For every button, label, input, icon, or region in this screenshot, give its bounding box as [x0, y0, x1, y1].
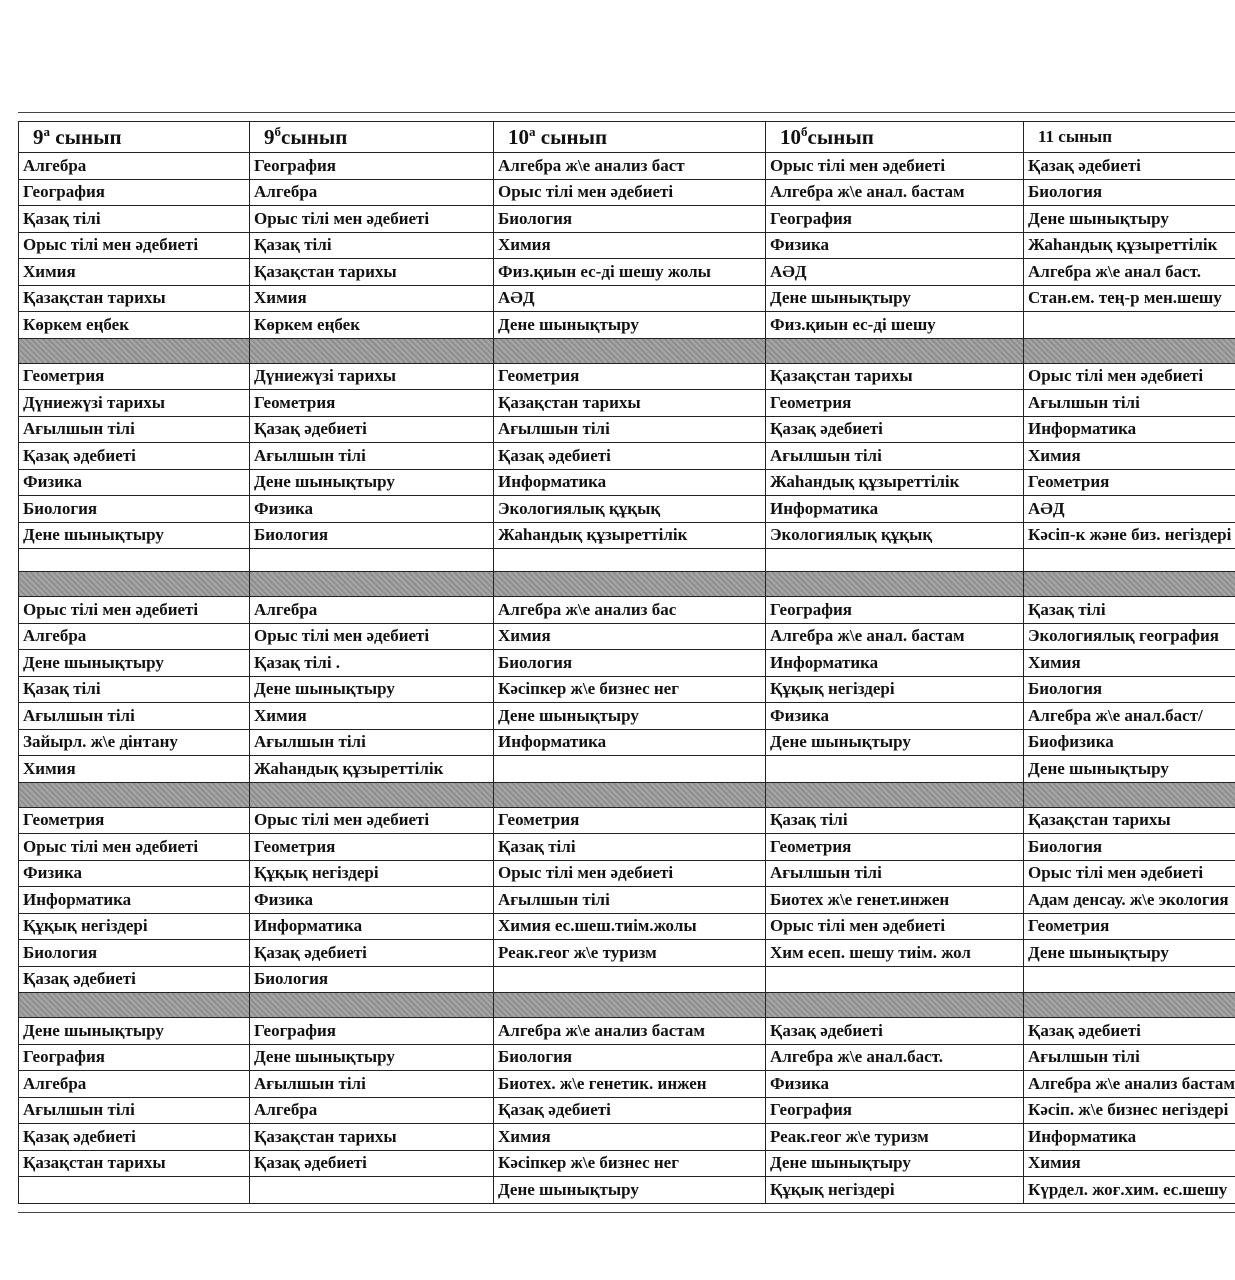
lesson-cell [19, 549, 250, 572]
lesson-cell: Орыс тілі мен әдебиеті [19, 834, 250, 861]
lesson-cell: Дене шынықтыру [1024, 756, 1235, 783]
lesson-cell: Ағылшын тілі [766, 443, 1024, 470]
table-row [19, 940, 1235, 967]
lesson-cell: Ағылшын тілі [19, 703, 250, 730]
lesson-cell: Биология [494, 206, 766, 233]
lesson-cell: Орыс тілі мен әдебиеті [766, 153, 1024, 180]
lesson-cell: Қазақстан тарихы [766, 363, 1024, 390]
class-header-9b: $9^бсынып$ [250, 122, 494, 153]
lesson-cell: Геометрия [494, 807, 766, 834]
lesson-cell: АӘД [1024, 496, 1235, 523]
table-row [19, 756, 1235, 783]
lesson-cell: Химия [19, 259, 250, 286]
lesson-cell: Химия [494, 623, 766, 650]
lesson-cell: Дүниежүзі тарихы [250, 363, 494, 390]
lesson-cell: Қазақ әдебиеті [250, 1150, 494, 1177]
lesson-cell: Информатика [1024, 416, 1235, 443]
lesson-cell: Қазақстан тарихы [250, 259, 494, 286]
lesson-cell: Биология [494, 1044, 766, 1071]
lesson-cell: Дене шынықтыру [250, 1044, 494, 1071]
table-row [19, 443, 1235, 470]
lesson-cell: Орыс тілі мен әдебиеті [494, 179, 766, 206]
lesson-cell: Орыс тілі мен әдебиеті [250, 206, 494, 233]
lesson-cell: Кәсіп-к және биз. негіздері [1024, 522, 1235, 549]
lesson-cell: Орыс тілі мен әдебиеті [250, 807, 494, 834]
day-separator [19, 338, 1235, 363]
separator-cell [494, 993, 766, 1018]
table-row [19, 390, 1235, 417]
lesson-cell: Физика [766, 1071, 1024, 1098]
lesson-cell: Информатика [1024, 1124, 1235, 1151]
lesson-cell: Дене шынықтыру [19, 522, 250, 549]
table-row [19, 966, 1235, 993]
lesson-cell: Алгебра ж\е анал. бастам [766, 179, 1024, 206]
table-row [19, 650, 1235, 677]
lesson-cell: Қазақ тілі [19, 676, 250, 703]
lesson-cell: Дене шынықтыру [494, 1177, 766, 1204]
lesson-cell: Алгебра ж\е анал.баст. [766, 1044, 1024, 1071]
lesson-cell: Қазақстан тарихы [19, 285, 250, 312]
lesson-cell: Жаһандық құзыреттілік [1024, 232, 1235, 259]
lesson-cell: Реак.геог ж\е туризм [766, 1124, 1024, 1151]
lesson-cell [19, 1177, 250, 1204]
table-row [19, 834, 1235, 861]
lesson-cell: Қазақ әдебиеті [766, 1018, 1024, 1045]
lesson-cell: Қазақ әдебиеті [19, 966, 250, 993]
table-row [19, 179, 1235, 206]
lesson-cell: Қазақ тілі . [250, 650, 494, 677]
lesson-cell: Биология [19, 496, 250, 523]
lesson-cell: Биология [19, 940, 250, 967]
table-row [19, 597, 1235, 624]
lesson-cell: Құқық негіздері [250, 860, 494, 887]
schedule-table [18, 121, 1235, 1204]
lesson-cell: Орыс тілі мен әдебиеті [1024, 363, 1235, 390]
lesson-cell: Биология [1024, 676, 1235, 703]
separator-cell [250, 782, 494, 807]
lesson-cell: Алгебра ж\е анализ бастам [494, 1018, 766, 1045]
lesson-cell: Геометрия [1024, 913, 1235, 940]
lesson-cell: Информатика [766, 496, 1024, 523]
lesson-cell: Дене шынықтыру [766, 729, 1024, 756]
lesson-cell: Орыс тілі мен әдебиеті [250, 623, 494, 650]
table-row [19, 676, 1235, 703]
lesson-cell: Физ.қиын ес-ді шешу [766, 312, 1024, 339]
lesson-cell: Дене шынықтыру [766, 1150, 1024, 1177]
lesson-cell: Кәсіпкер ж\е бизнес нег [494, 676, 766, 703]
lesson-cell: Экологиялық құқық [766, 522, 1024, 549]
lesson-cell [1024, 549, 1235, 572]
lesson-cell: Биология [1024, 834, 1235, 861]
separator-cell [1024, 993, 1235, 1018]
lesson-cell: Қазақ тілі [19, 206, 250, 233]
lesson-cell: Орыс тілі мен әдебиеті [19, 232, 250, 259]
table-row [19, 1018, 1235, 1045]
day-separator [19, 782, 1235, 807]
lesson-cell: География [250, 1018, 494, 1045]
bottom-rule [18, 1212, 1235, 1213]
lesson-cell: Хим есеп. шешу тиім. жол [766, 940, 1024, 967]
lesson-cell [1024, 966, 1235, 993]
lesson-cell: Адам денсау. ж\е экология [1024, 887, 1235, 914]
lesson-cell: Қазақ тілі [766, 807, 1024, 834]
lesson-cell [250, 549, 494, 572]
lesson-cell: Қазақ әдебиеті [19, 1124, 250, 1151]
lesson-cell: Экологиялық құқық [494, 496, 766, 523]
lesson-cell: Зайырл. ж\е дінтану [19, 729, 250, 756]
separator-cell [19, 572, 250, 597]
lesson-cell: Информатика [494, 729, 766, 756]
lesson-cell: Құқық негіздері [766, 1177, 1024, 1204]
lesson-cell: Химия [1024, 650, 1235, 677]
table-row [19, 1124, 1235, 1151]
separator-cell [250, 993, 494, 1018]
lesson-cell: Биология [1024, 179, 1235, 206]
lesson-cell: Алгебра [19, 623, 250, 650]
class-header-11: 11 сынып [1024, 122, 1235, 153]
separator-cell [494, 572, 766, 597]
lesson-cell: Құқық негіздері [766, 676, 1024, 703]
separator-cell [19, 338, 250, 363]
lesson-cell [1024, 312, 1235, 339]
lesson-cell [494, 756, 766, 783]
table-row [19, 860, 1235, 887]
lesson-cell: Биология [250, 966, 494, 993]
day-separator [19, 572, 1235, 597]
lesson-cell: Қазақ әдебиеті [1024, 153, 1235, 180]
lesson-cell: Биология [494, 650, 766, 677]
separator-cell [1024, 782, 1235, 807]
lesson-cell: Кәсіпкер ж\е бизнес нег [494, 1150, 766, 1177]
table-row [19, 153, 1235, 180]
lesson-cell: Дене шынықтыру [250, 469, 494, 496]
lesson-cell [494, 966, 766, 993]
lesson-cell: Дүниежүзі тарихы [19, 390, 250, 417]
lesson-cell: Ағылшын тілі [250, 1071, 494, 1098]
lesson-cell: Ағылшын тілі [1024, 1044, 1235, 1071]
schedule-body [19, 153, 1235, 1204]
lesson-cell: Қазақ әдебиеті [494, 443, 766, 470]
lesson-cell: Орыс тілі мен әдебиеті [494, 860, 766, 887]
lesson-cell: Дене шынықтыру [19, 650, 250, 677]
table-row [19, 469, 1235, 496]
lesson-cell [766, 756, 1024, 783]
lesson-cell: Алгебра ж\е анализ бас [494, 597, 766, 624]
table-row [19, 259, 1235, 286]
lesson-cell: География [766, 206, 1024, 233]
table-row [19, 1071, 1235, 1098]
table-row [19, 549, 1235, 572]
lesson-cell: География [766, 597, 1024, 624]
lesson-cell: Биофизика [1024, 729, 1235, 756]
lesson-cell: Алгебра ж\е анал. бастам [766, 623, 1024, 650]
lesson-cell: Физика [250, 887, 494, 914]
lesson-cell: Алгебра ж\е анализ баст [494, 153, 766, 180]
lesson-cell: Жаһандық құзыреттілік [494, 522, 766, 549]
lesson-cell: Ағылшын тілі [766, 860, 1024, 887]
lesson-cell: Дене шынықтыру [494, 703, 766, 730]
lesson-cell: Көркем еңбек [250, 312, 494, 339]
lesson-cell: Биотех. ж\е генетик. инжен [494, 1071, 766, 1098]
table-row [19, 496, 1235, 523]
separator-cell [250, 338, 494, 363]
schedule-sheet [18, 121, 1235, 1204]
lesson-cell [494, 549, 766, 572]
separator-cell [766, 338, 1024, 363]
lesson-cell: Физика [250, 496, 494, 523]
lesson-cell: Химия [250, 703, 494, 730]
lesson-cell: Алгебра ж\е анал баст. [1024, 259, 1235, 286]
lesson-cell: Физика [19, 860, 250, 887]
table-row [19, 1044, 1235, 1071]
lesson-cell: Реак.геог ж\е туризм [494, 940, 766, 967]
lesson-cell: Геометрия [766, 834, 1024, 861]
separator-cell [766, 572, 1024, 597]
lesson-cell: Ағылшын тілі [494, 416, 766, 443]
table-row [19, 913, 1235, 940]
class-header-10b: $10^бсынып$ [766, 122, 1024, 153]
lesson-cell: Қазақ тілі [494, 834, 766, 861]
lesson-cell: Қазақ әдебиеті [19, 443, 250, 470]
top-rule [18, 112, 1235, 113]
lesson-cell: Қазақ әдебиеті [1024, 1018, 1235, 1045]
table-row [19, 887, 1235, 914]
lesson-cell: Жаһандық құзыреттілік [250, 756, 494, 783]
lesson-cell: Көркем еңбек [19, 312, 250, 339]
lesson-cell: Информатика [766, 650, 1024, 677]
lesson-cell [766, 966, 1024, 993]
table-row [19, 312, 1235, 339]
lesson-cell: Биотех ж\е генет.инжен [766, 887, 1024, 914]
table-row [19, 206, 1235, 233]
lesson-cell: Қазақ тілі [250, 232, 494, 259]
class-header-10a: $10^а$ сынып [494, 122, 766, 153]
lesson-cell: АӘД [766, 259, 1024, 286]
table-row [19, 729, 1235, 756]
lesson-cell: Информатика [19, 887, 250, 914]
separator-cell [766, 993, 1024, 1018]
lesson-cell: Ағылшын тілі [250, 729, 494, 756]
separator-cell [1024, 338, 1235, 363]
lesson-cell: География [19, 1044, 250, 1071]
separator-cell [494, 338, 766, 363]
lesson-cell: Химия [494, 1124, 766, 1151]
table-row [19, 416, 1235, 443]
lesson-cell: Дене шынықтыру [766, 285, 1024, 312]
lesson-cell: Орыс тілі мен әдебиеті [19, 597, 250, 624]
lesson-cell: Дене шынықтыру [250, 676, 494, 703]
table-row [19, 703, 1235, 730]
lesson-cell: Алгебра ж\е анализ бастам [1024, 1071, 1235, 1098]
lesson-cell: Алгебра [250, 597, 494, 624]
table-row [19, 232, 1235, 259]
lesson-cell: Орыс тілі мен әдебиеті [766, 913, 1024, 940]
lesson-cell: Қазақстан тарихы [1024, 807, 1235, 834]
lesson-cell: География [766, 1097, 1024, 1124]
lesson-cell: География [250, 153, 494, 180]
separator-cell [19, 782, 250, 807]
lesson-cell: Геометрия [1024, 469, 1235, 496]
lesson-cell: Химия [1024, 443, 1235, 470]
lesson-cell: Жаһандық құзыреттілік [766, 469, 1024, 496]
lesson-cell: Информатика [494, 469, 766, 496]
lesson-cell: Химия [250, 285, 494, 312]
lesson-cell: Қазақстан тарихы [250, 1124, 494, 1151]
table-row [19, 1150, 1235, 1177]
lesson-cell: Құқық негіздері [19, 913, 250, 940]
lesson-cell: Қазақ әдебиеті [250, 940, 494, 967]
lesson-cell: Ағылшын тілі [250, 443, 494, 470]
lesson-cell: Физ.қиын ес-ді шешу жолы [494, 259, 766, 286]
table-row [19, 1177, 1235, 1204]
lesson-cell: Физика [766, 232, 1024, 259]
lesson-cell: Ағылшын тілі [19, 1097, 250, 1124]
lesson-cell: Қазақстан тарихы [19, 1150, 250, 1177]
lesson-cell: Орыс тілі мен әдебиеті [1024, 860, 1235, 887]
header-row [19, 122, 1235, 153]
lesson-cell: Алгебра [250, 179, 494, 206]
table-row [19, 363, 1235, 390]
lesson-cell: Информатика [250, 913, 494, 940]
lesson-cell: Химия ес.шеш.тиім.жолы [494, 913, 766, 940]
lesson-cell: Стан.ем. тең-р мен.шешу [1024, 285, 1235, 312]
table-row [19, 285, 1235, 312]
lesson-cell: Геометрия [766, 390, 1024, 417]
lesson-cell: Геометрия [250, 834, 494, 861]
lesson-cell: Физика [766, 703, 1024, 730]
table-row [19, 522, 1235, 549]
lesson-cell: Химия [494, 232, 766, 259]
lesson-cell: Қазақ әдебиеті [766, 416, 1024, 443]
lesson-cell: Дене шынықтыру [19, 1018, 250, 1045]
lesson-cell: Алгебра ж\е анал.баст/ [1024, 703, 1235, 730]
lesson-cell: Дене шынықтыру [494, 312, 766, 339]
lesson-cell: Ағылшын тілі [1024, 390, 1235, 417]
separator-cell [1024, 572, 1235, 597]
lesson-cell: Қазақ әдебиеті [250, 416, 494, 443]
class-header-9a: $9^а$ сынып [19, 122, 250, 153]
lesson-cell: АӘД [494, 285, 766, 312]
lesson-cell: Алгебра [19, 1071, 250, 1098]
lesson-cell: Кәсіп. ж\е бизнес негіздері [1024, 1097, 1235, 1124]
lesson-cell: Күрдел. жоғ.хим. ес.шешу [1024, 1177, 1235, 1204]
lesson-cell: Дене шынықтыру [1024, 940, 1235, 967]
separator-cell [19, 993, 250, 1018]
lesson-cell: Геометрия [19, 807, 250, 834]
lesson-cell: Геометрия [250, 390, 494, 417]
separator-cell [250, 572, 494, 597]
lesson-cell: Химия [1024, 1150, 1235, 1177]
lesson-cell: Дене шынықтыру [1024, 206, 1235, 233]
lesson-cell: Қазақ тілі [1024, 597, 1235, 624]
lesson-cell: Экологиялық география [1024, 623, 1235, 650]
separator-cell [494, 782, 766, 807]
lesson-cell: Физика [19, 469, 250, 496]
lesson-cell: Биология [250, 522, 494, 549]
separator-cell [766, 782, 1024, 807]
lesson-cell: Ағылшын тілі [494, 887, 766, 914]
lesson-cell: Қазақ әдебиеті [494, 1097, 766, 1124]
lesson-cell: Алгебра [19, 153, 250, 180]
lesson-cell [766, 549, 1024, 572]
lesson-cell: Геометрия [494, 363, 766, 390]
lesson-cell: География [19, 179, 250, 206]
lesson-cell: Геометрия [19, 363, 250, 390]
lesson-cell [250, 1177, 494, 1204]
lesson-cell: Алгебра [250, 1097, 494, 1124]
lesson-cell: Қазақстан тарихы [494, 390, 766, 417]
table-row [19, 807, 1235, 834]
lesson-cell: Ағылшын тілі [19, 416, 250, 443]
lesson-cell: Химия [19, 756, 250, 783]
table-row [19, 623, 1235, 650]
day-separator [19, 993, 1235, 1018]
table-row [19, 1097, 1235, 1124]
